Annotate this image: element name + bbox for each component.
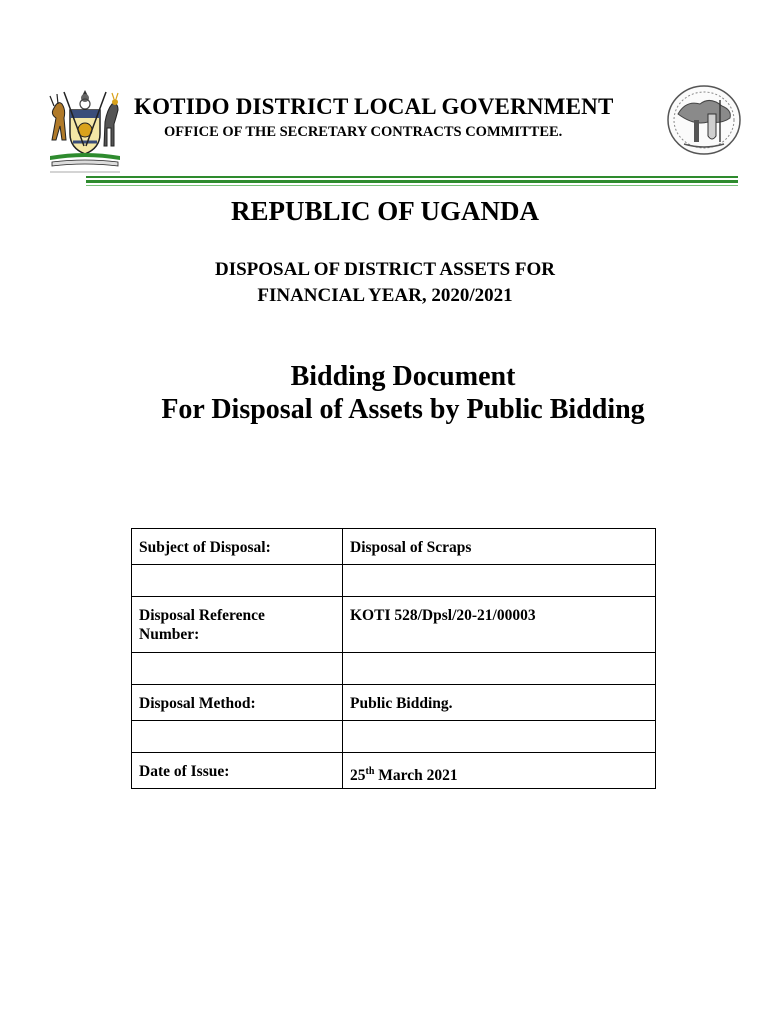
empty-cell [132, 721, 343, 753]
empty-cell [343, 653, 656, 685]
table-row [132, 529, 656, 565]
disposal-heading-line1: DISPOSAL OF DISTRICT ASSETS FOR [214, 259, 555, 280]
kotido-district-seal-icon [664, 80, 744, 162]
document-title-line2: For Disposal of Assets by Public Bidding [161, 394, 645, 425]
header-divider-thick [86, 180, 738, 183]
reference-value-cell: KOTI 528/Dpsl/20-21/00003 [343, 597, 656, 653]
reference-label-line2: Number: [139, 626, 200, 643]
empty-cell [343, 565, 656, 597]
table-row [132, 721, 656, 753]
document-title-line1: Bidding Document [290, 361, 516, 392]
table-row [132, 753, 656, 789]
empty-cell [343, 721, 656, 753]
table-row [132, 685, 656, 721]
method-value-cell: Public Bidding. [343, 685, 656, 721]
subject-value-cell: Disposal of Scraps [343, 529, 656, 565]
header-divider [86, 176, 738, 178]
table-row [132, 597, 656, 653]
disposal-heading-line2: FINANCIAL YEAR, 2020/2021 [257, 285, 513, 306]
disposal-heading [0, 257, 770, 309]
uganda-coat-of-arms-icon [40, 86, 130, 174]
method-label-cell: Disposal Method: [132, 685, 343, 721]
date-rest: March 2021 [374, 767, 458, 785]
reference-label-cell [132, 597, 343, 653]
date-day: 25 [350, 767, 366, 785]
date-suffix: th [365, 766, 375, 777]
document-title [0, 360, 770, 426]
disposal-details-table [131, 528, 656, 789]
reference-label-line1: Disposal Reference [139, 607, 265, 624]
office-title: OFFICE OF THE SECRETARY CONTRACTS COMMITTEE. [164, 124, 563, 140]
date-label-cell: Date of Issue: [132, 753, 343, 789]
table-row [132, 653, 656, 685]
date-value-cell [343, 753, 656, 789]
table-row [132, 565, 656, 597]
empty-cell [132, 565, 343, 597]
header-divider-thin [86, 185, 738, 186]
subject-label-cell: Subject of Disposal: [132, 529, 343, 565]
org-title: KOTIDO DISTRICT LOCAL GOVERNMENT [134, 94, 614, 119]
empty-cell [132, 653, 343, 685]
republic-heading: REPUBLIC OF UGANDA [230, 196, 539, 226]
